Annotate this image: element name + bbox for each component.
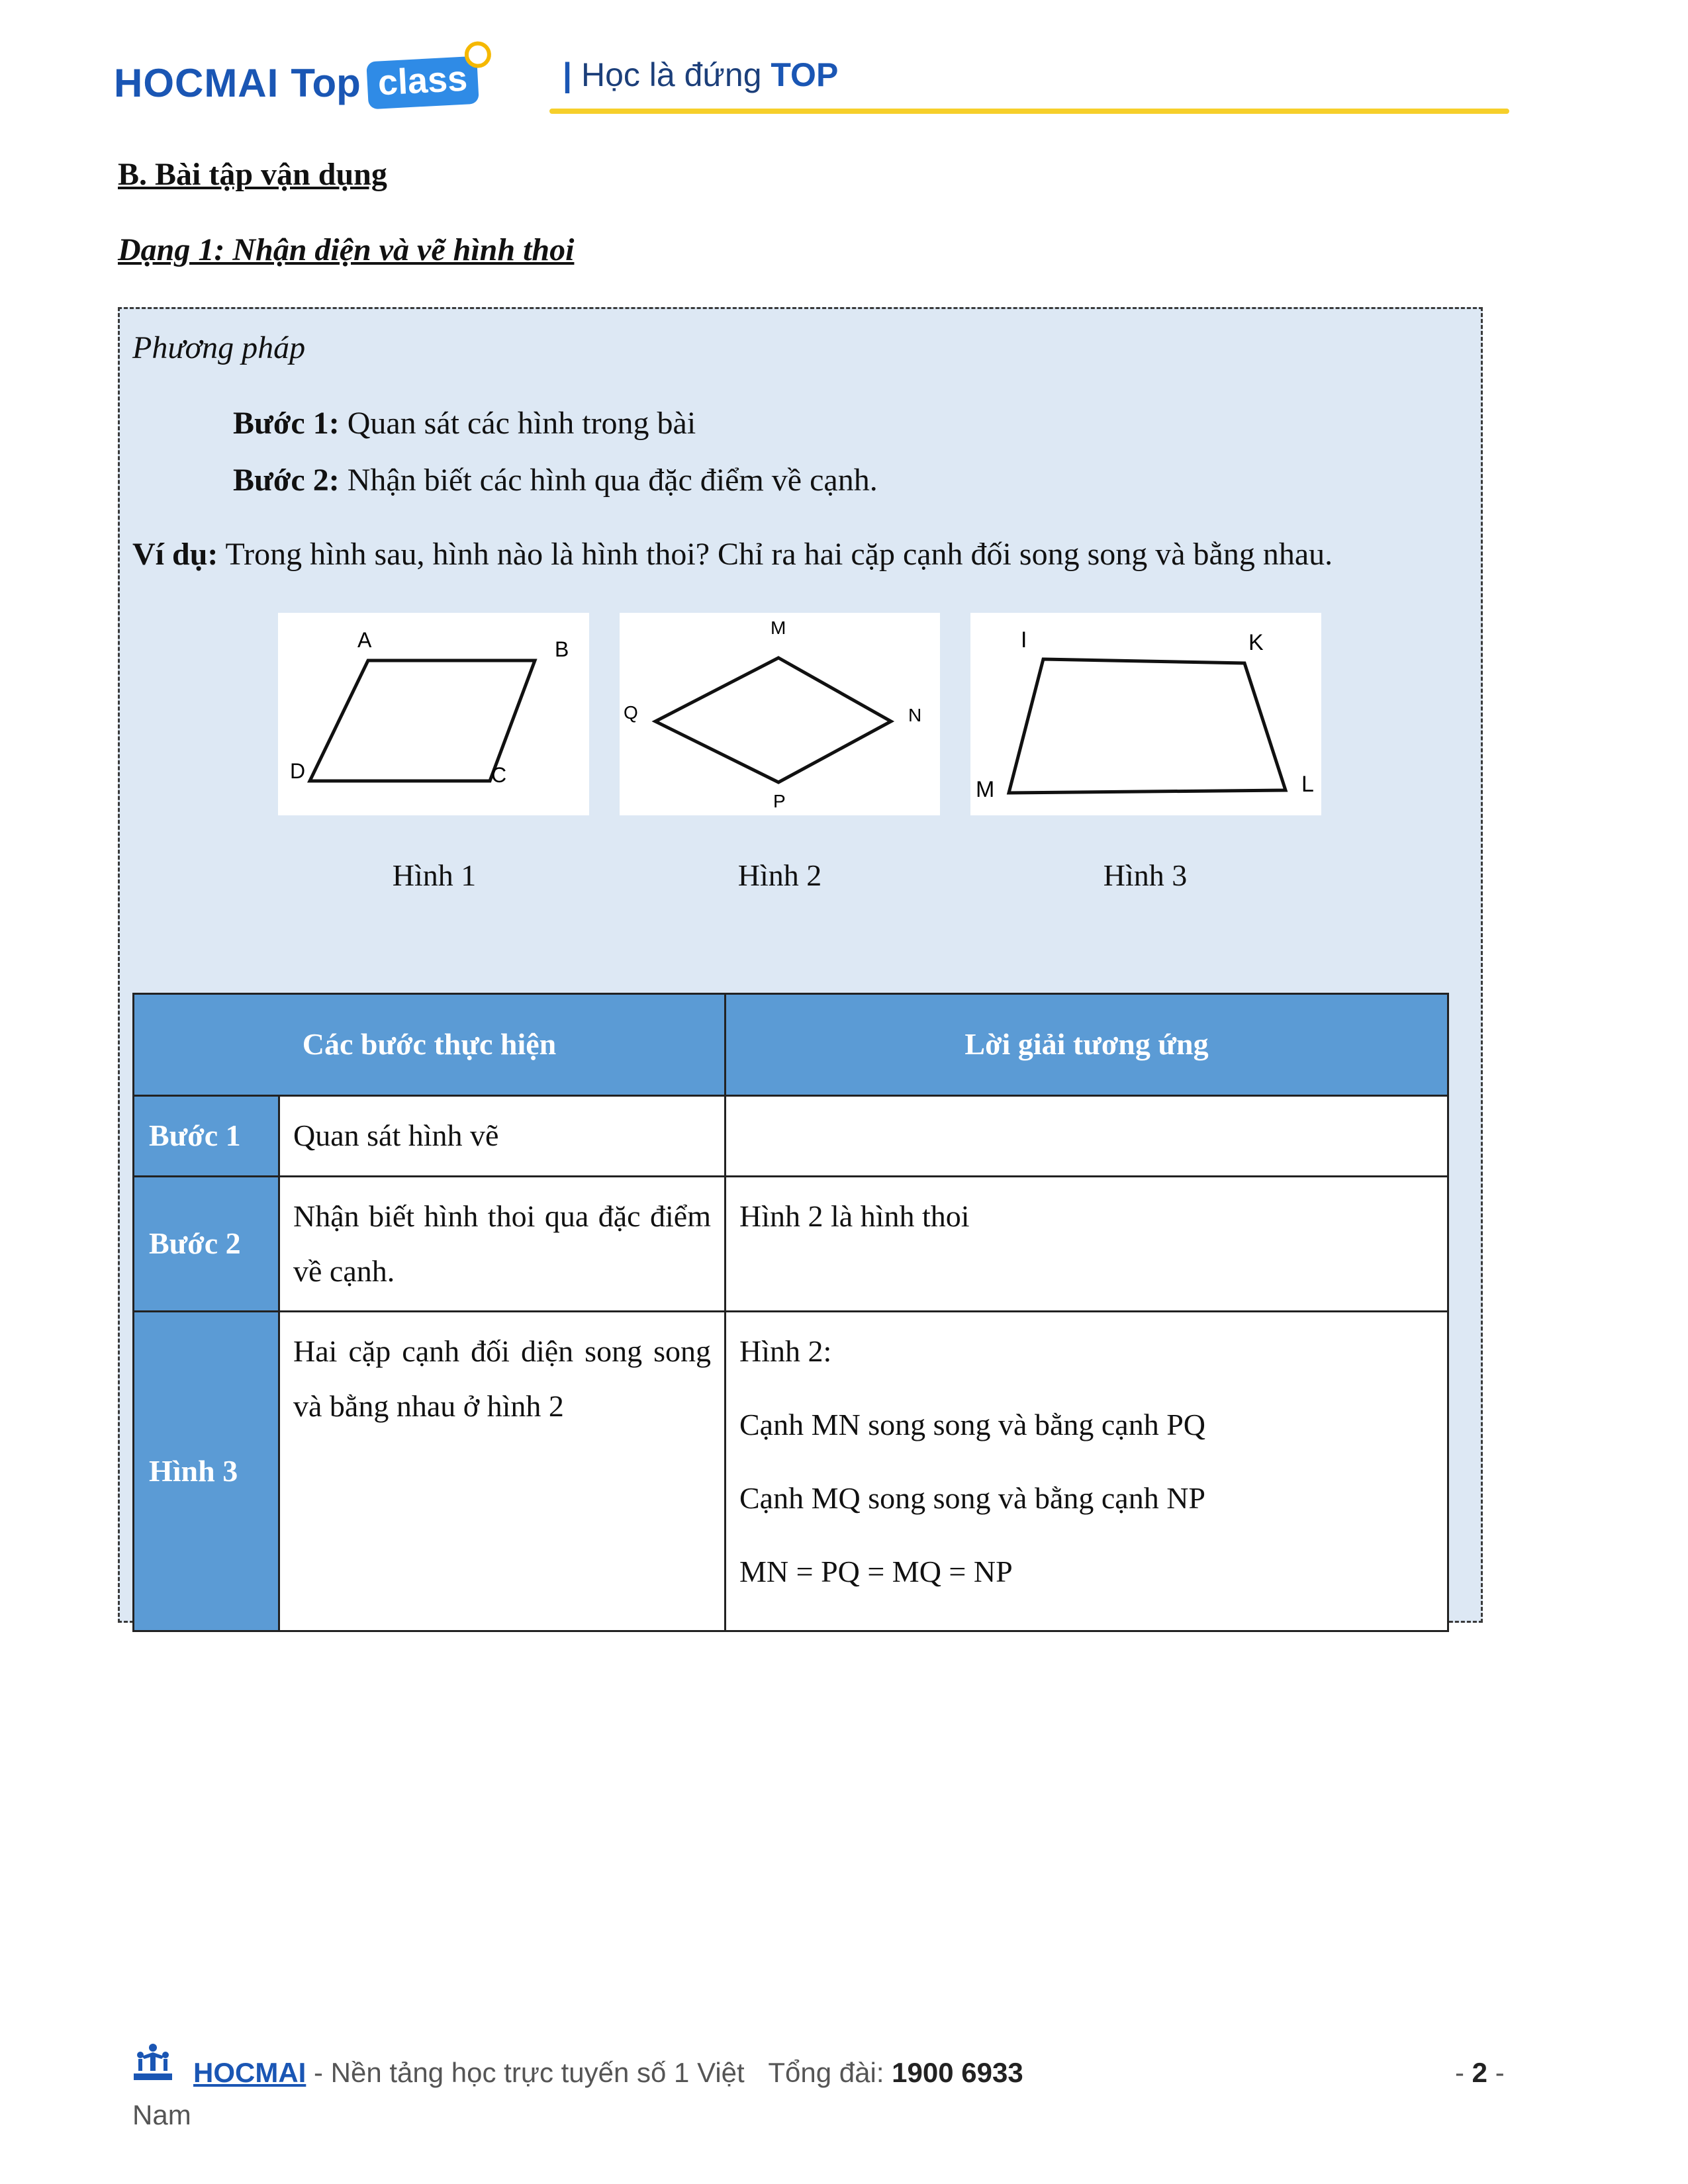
solution-table — [132, 993, 1447, 1621]
method-step-1 — [233, 405, 696, 441]
row-solution — [726, 1312, 1448, 1631]
vertex-label: D — [290, 759, 306, 783]
row-label: Hình 3 — [134, 1312, 279, 1631]
figure-2-rhombus — [620, 613, 940, 815]
slogan-text: Học là đứng — [581, 56, 762, 93]
row-solution: Hình 2 là hình thoi — [726, 1176, 1448, 1312]
slogan-bar: | — [563, 56, 572, 93]
figure-3-trapezoid — [970, 613, 1321, 815]
table-row — [134, 1176, 1448, 1312]
header-slogan — [563, 56, 838, 94]
vertex-label: Q — [624, 702, 638, 723]
header-solution: Lời giải tương ứng — [726, 994, 1448, 1096]
vertex-label: P — [773, 791, 786, 811]
page-number — [1455, 2057, 1505, 2089]
figure-3-caption: Hình 3 — [1103, 858, 1188, 892]
step-1-text: Quan sát các hình trong bài — [347, 406, 696, 441]
row-label: Bước 2 — [134, 1176, 279, 1312]
vertex-label: M — [976, 777, 995, 802]
rhombus-shape — [655, 658, 891, 782]
method-label: Phương pháp — [132, 330, 306, 365]
row-step: Nhận biết hình thoi qua đặc điểm về cạnh. — [279, 1176, 726, 1312]
solution-line: Hình 2: — [739, 1334, 832, 1369]
example-label: Ví dụ: — [132, 537, 218, 572]
logo-class-badge — [366, 56, 479, 110]
step-2-text: Nhận biết các hình qua đặc điểm về cạnh. — [347, 463, 878, 498]
logo-hocmai-text: HOCMAI — [114, 60, 279, 105]
vertex-label: M — [771, 617, 786, 638]
solution-line: Cạnh MQ song song và bằng cạnh NP — [739, 1480, 1205, 1515]
step-1-label: Bước 1: — [233, 406, 340, 441]
type-title: Dạng 1: Nhận diện và vẽ hình thoi — [118, 232, 575, 267]
page-sep-right: - — [1495, 2057, 1505, 2088]
sun-icon — [464, 41, 492, 69]
header-underline — [549, 109, 1509, 114]
vertex-label: N — [908, 705, 922, 725]
footer-brand-link[interactable]: HOCMAI — [193, 2057, 306, 2088]
trapezoid-shape — [1009, 659, 1286, 793]
hocmai-footer-icon — [132, 2042, 173, 2083]
hocmai-topclass-logo — [114, 53, 478, 113]
figure-1-caption: Hình 1 — [392, 858, 477, 892]
row-solution — [726, 1096, 1448, 1177]
example-question — [132, 536, 1333, 572]
method-step-2 — [233, 462, 878, 498]
section-title: B. Bài tập vận dụng — [118, 157, 387, 192]
footer-text — [193, 2057, 1023, 2089]
figure-2-caption: Hình 2 — [737, 858, 822, 892]
step-2-label: Bước 2: — [233, 463, 340, 498]
row-label: Bước 1 — [134, 1096, 279, 1177]
header-steps: Các bước thực hiện — [134, 994, 726, 1096]
row-step: Quan sát hình vẽ — [279, 1096, 726, 1177]
table-row — [134, 1312, 1448, 1631]
logo-top-text: Top — [291, 60, 361, 105]
vertex-label: I — [1021, 627, 1027, 653]
footer-tagline: - Nền tảng học trực tuyến số 1 Việt — [306, 2057, 745, 2088]
vertex-label: B — [555, 637, 569, 661]
figure-1-parallelogram — [278, 613, 589, 815]
slogan-top: TOP — [771, 56, 839, 93]
vertex-label: K — [1248, 630, 1264, 655]
footer-nam: Nam — [132, 2099, 191, 2130]
footer-tel-label: Tổng đài: — [768, 2057, 884, 2088]
logo-class-text: class — [377, 58, 469, 103]
solution-line: MN = PQ = MQ = NP — [739, 1554, 1013, 1588]
table-header-row — [134, 994, 1448, 1096]
table-row — [134, 1096, 1448, 1177]
page-sep-left: - — [1455, 2057, 1464, 2088]
page-number-value: 2 — [1472, 2057, 1488, 2088]
row-step: Hai cặp cạnh đối diện song song và bằng nhau ở hình 2 — [279, 1312, 726, 1631]
solution-line: Cạnh MN song song và bằng cạnh PQ — [739, 1408, 1205, 1442]
vertex-label: L — [1301, 772, 1314, 797]
vertex-label: C — [491, 763, 507, 787]
vertex-label: A — [357, 628, 372, 652]
example-text: Trong hình sau, hình nào là hình thoi? Chỉ ra hai cặp cạnh đối song song và bằng nhau. — [225, 537, 1333, 572]
footer-tel-number: 1900 6933 — [892, 2057, 1023, 2088]
